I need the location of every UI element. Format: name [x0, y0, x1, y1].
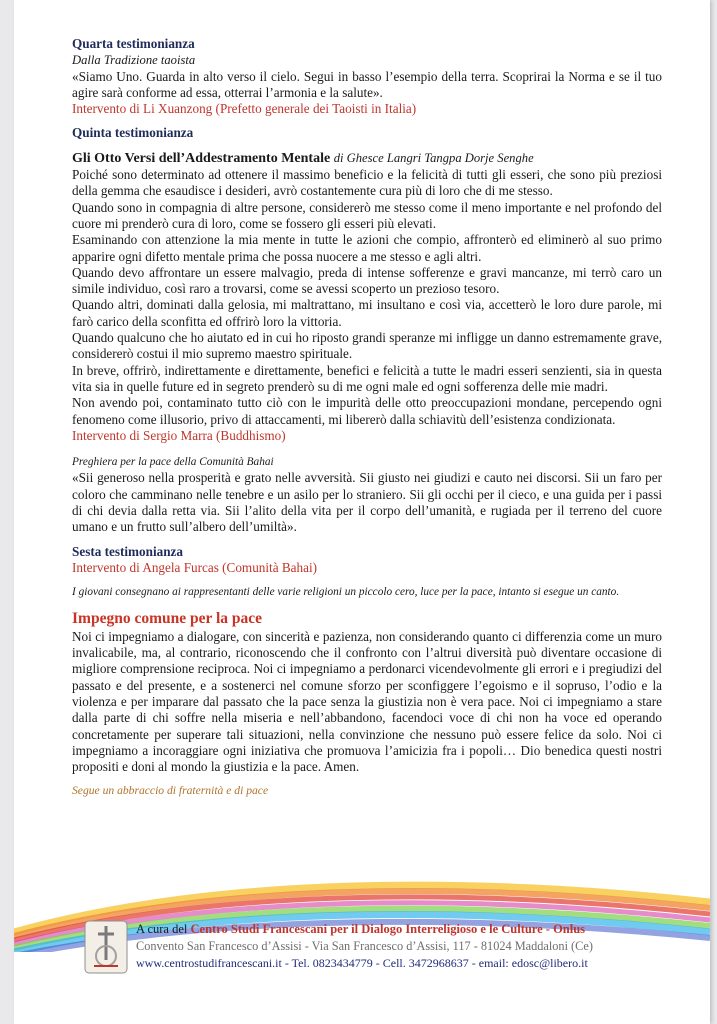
document-body: [72, 36, 662, 800]
footer-contacts[interactable]: www.centrostudifrancescani.it - Tel. 0823434779 - Cell. 3472968637 - email: edosc@libero.it: [136, 956, 588, 970]
sesta-speaker: Intervento di Angela Furcas (Comunità Bahai): [72, 559, 318, 575]
verse-2: Quando sono in compagnia di altre persone, considererò me stesso come il meno importante e nel profondo del cuore mi prenderò cura di loro, come se fossero gli esseri più elevati.: [72, 199, 662, 231]
quinta-speaker: Intervento di Sergio Marra (Buddhismo): [72, 427, 286, 443]
quinta-author: di Ghesce Langri Tangpa Dorje Senghe: [333, 150, 534, 165]
footer-prefix: A cura del: [136, 922, 191, 936]
verse-6: Quando qualcuno che ho aiutato ed in cui ho riposto grandi speranze mi infligge un danno estremamente grave, considererò costui il mio supremo maestro spirituale.: [72, 330, 662, 362]
footer-address: Convento San Francesco d’Assisi - Via San Francesco d’Assisi, 117 - 81024 Maddaloni (Ce): [136, 939, 593, 953]
quinta-heading: Quinta testimonianza: [72, 125, 194, 141]
document-page: [14, 0, 710, 1024]
sesta-note: I giovani consegnano ai rappresentanti delle varie religioni un piccolo cero, luce per la pace, intanto si esegue un canto.: [72, 586, 620, 599]
prayer-text: «Sii generoso nella prosperità e grato nelle avversità. Sii giusto nei giudizi e cauto nei discorsi. Sii un faro per coloro che camminano nelle tenebre e un asilo per lo straniero. Sii gli occhi per il cieco, e una guida per i passi di chi devia dalla retta via. Sii l’alito della vita per il corpo dell’umanità, e rugiada per il terreno del cuore umano e un frutto sull’albero dell’umiltà».: [72, 470, 662, 535]
verse-3: Esaminando con attenzione la mia mente in tutte le azioni che compio, affronterò ed eliminerò al suo primo apparire ogni difetto mentale prima che possa nuocere a me stesso e agli altri.: [72, 232, 662, 264]
verse-1: Poiché sono determinato ad ottenere il massimo beneficio e la felicità di tutti gli esseri, che sono più preziosi della gemma che esaudisce i desideri, avrò costantemente cura più di loro che di me stesso.: [72, 167, 662, 199]
franciscan-logo: [84, 920, 128, 974]
verse-8: Non avendo poi, contaminato tutto ciò con le impurità delle otto preoccupazioni mondane, percependo ogni fenomeno come illusorio, privo di attaccamenti, mi libererò dalla schiavitù dell’esistenza condizionata.: [72, 395, 662, 427]
quarta-tradition: Dalla Tradizione taoista: [72, 53, 196, 68]
impegno-title: Impegno comune per la pace: [72, 609, 263, 627]
quarta-heading: Quarta testimonianza: [72, 36, 195, 51]
quinta-title-line: [72, 150, 662, 167]
verse-7: In breve, offrirò, indirettamente e direttamente, benefici e felicità a tutte le madri esseri senzienti, sia in questa vita sia in quelle future ed in segreto prenderò su di me ogni male ed ogni sofferenza delle mie madri.: [72, 362, 662, 394]
footer-org: Centro Studi Francescani per il Dialogo Interreligioso e le Culture - Onlus: [190, 922, 586, 936]
quinta-title: Gli Otto Versi dell’Addestramento Mentale: [72, 150, 331, 166]
impegno-body: Noi ci impegniamo a dialogare, con sincerità e pazienza, non considerando quanto ci differenzia come un muro invalicabile, ma, al contrario, riconoscendo che il confronto con l’altrui diversità può diventare occasione di migliore comprensione reciproca. Noi ci impegniamo a perdonarci vicendevolmente gli errori e i pregiudizi del passato e del presente, e a sostenerci nel comune sforzo per sconfiggere l’egoismo e il sopruso, l’odio e la violenza e per imparare dal passato che la pace senza la giustizia non è vera pace. Noi ci impegniamo a stare dalla parte di chi soffre nella miseria e nell’abbandono, facendoci voce di chi non ha voce ed operando concretamente per superare tali situazioni, nella convinzione che nessuno può essere felice da solo. Noi ci impegniamo a incoraggiare ogni iniziativa che promuova l’amicizia fra i popoli… Dio benedica questi nostri propositi e doni al mondo la giustizia e la pace. Amen.: [72, 628, 662, 775]
footer: [74, 912, 694, 982]
quarta-speaker: Intervento di Li Xuanzong (Prefetto generale dei Taoisti in Italia): [72, 101, 417, 117]
verse-4: Quando devo affrontare un essere malvagio, preda di intense sofferenze e gravi mancanze, mi terrò caro un simile individuo, così raro a trovarsi, come se avessi scoperto un prezioso tesoro.: [72, 264, 662, 297]
quarta-quote: «Siamo Uno. Guarda in alto verso il cielo. Segui in basso l’esempio della terra. Scoprirai la Norma e se il tuo agire sarà conforme ad essa, otterrai l’armonia e la salute».: [72, 68, 662, 100]
sesta-heading: Sesta testimonianza: [72, 543, 183, 559]
impegno-closing: Segue un abbraccio di fraternità e di pace: [72, 784, 269, 798]
footer-curator-line: [136, 922, 585, 937]
prayer-title: Preghiera per la pace della Comunità Bahai: [72, 456, 274, 469]
verse-5: Quando altri, dominati dalla gelosia, mi maltrattano, mi insultano e così via, accetterò le loro dure parole, mi farò carico della sconfitta ed offrirò loro la vittoria.: [72, 297, 662, 329]
